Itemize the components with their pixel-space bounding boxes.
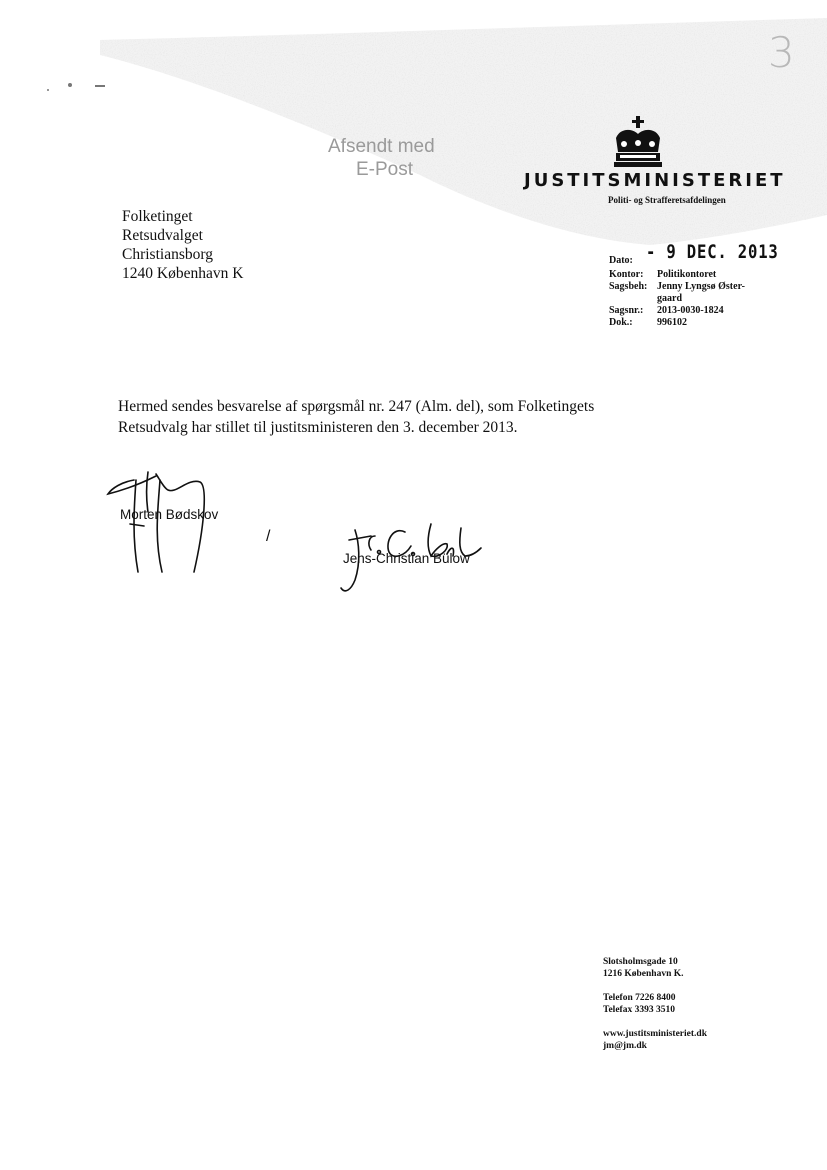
case-number-value: 2013-0030-1824 [657,305,724,316]
page-number: 3 [768,28,795,77]
caseworker-value-cont: gaard [657,293,682,304]
footer-email: jm@jm.dk [603,1041,647,1051]
signer-2-name: Jens-Christian Bülow [343,551,470,566]
caseworker-value: Jenny Lyngsø Øster- [657,281,745,292]
date-label: Dato: [609,255,633,266]
signature-1 [104,468,214,576]
footer-phone: Telefon 7226 8400 [603,993,676,1003]
stamp-line-1: Afsendt med [328,136,435,157]
stamp-line-2: E-Post [356,159,414,180]
signer-1-name: Morten Bødskov [120,507,219,522]
ministry-name: JUSTITSMINISTERIET [524,170,786,191]
caseworker-label: Sagsbeh: [609,281,648,292]
recipient-line-1: Folketinget [122,208,193,225]
document-label: Dok.: [609,317,633,328]
footer-fax: Telefax 3393 3510 [603,1005,675,1015]
crown-logo-icon [610,116,666,170]
office-value: Politikontoret [657,269,717,280]
footer-city: 1216 København K. [603,969,684,979]
office-label: Kontor: [609,269,644,280]
recipient-line-3: Christiansborg [122,246,213,263]
document-value: 996102 [657,317,687,328]
footer-web: www.justitsministeriet.dk [603,1029,707,1039]
letter-body: Hermed sendes besvarelse af spørgsmål nr. 247 (Alm. del), som Folketingets Retsudvalg har stillet til justitsministeren den 3. december 2013. [118,398,595,436]
signature-separator: / [266,528,271,545]
recipient-line-4: 1240 København K [122,265,244,282]
recipient-line-2: Retsudvalget [122,227,203,244]
date-stamp: - 9 DEC. 2013 [646,241,779,263]
division-name: Politi- og Strafferetsafdelingen [608,195,726,205]
footer-street: Slotsholmsgade 10 [603,957,678,967]
case-number-label: Sagsnr.: [609,305,644,316]
